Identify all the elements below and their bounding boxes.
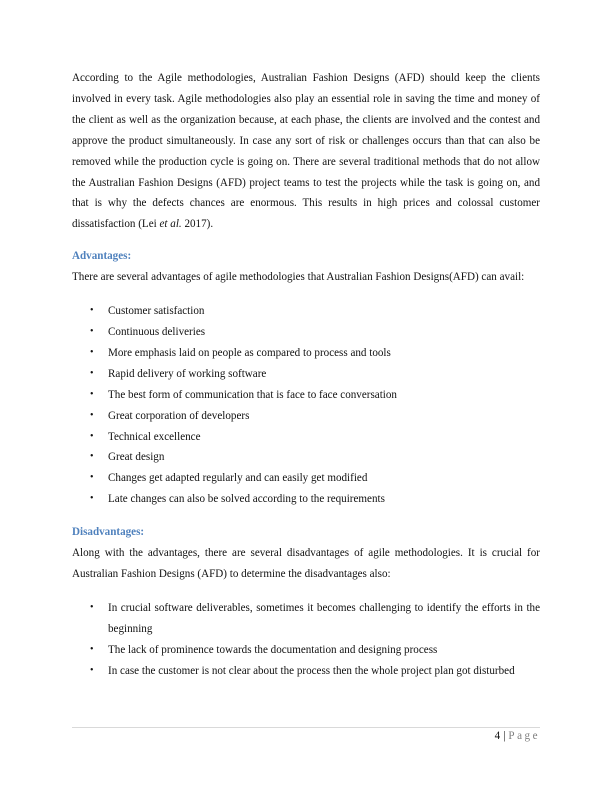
disadvantages-heading: Disadvantages: bbox=[72, 526, 145, 539]
list-item-text: Changes get adapted regularly and can easily get modified bbox=[108, 472, 368, 485]
list-item bbox=[72, 301, 540, 322]
bullet-icon: • bbox=[90, 451, 94, 463]
list-item-text: Continuous deliveries bbox=[108, 325, 206, 338]
citation-et-al: et al. bbox=[159, 218, 182, 231]
bullet-icon: • bbox=[90, 643, 94, 655]
list-item bbox=[72, 322, 540, 343]
footer-divider bbox=[72, 727, 540, 728]
list-item bbox=[72, 343, 540, 364]
list-item-text: Great design bbox=[108, 451, 165, 464]
list-item-text: Customer satisfaction bbox=[108, 305, 205, 318]
intro-paragraph-text: According to the Agile methodologies, Australian Fashion Designs (AFD) should keep the clients involved in every task. Agile methodologies also play an essential role in saving the time and money of the client as well as the organization because, at each phase, the clients are involved and the contest and approve the product simultaneously. In case any sort of risk or challenges occurs than that can also be removed while the production cycle is going on. There are several traditional methods that do not allow the Australian Fashion Designs (AFD) project teams to test the projects while the task is going on, and that is why the defects chances are enormous. This results in high prices and colossal customer dissatisfaction (Lei bbox=[72, 72, 540, 231]
list-item-text: The best form of communication that is face to face conversation bbox=[108, 388, 397, 401]
list-item bbox=[72, 406, 540, 427]
list-item-text: Technical excellence bbox=[108, 430, 201, 443]
list-item-text: In case the customer is not clear about the process then the whole project plan got disturbed bbox=[108, 664, 515, 677]
list-item-text: Great corporation of developers bbox=[108, 409, 250, 422]
list-item bbox=[72, 640, 540, 661]
list-item bbox=[72, 364, 540, 385]
list-item-text: More emphasis laid on people as compared to process and tools bbox=[108, 346, 391, 359]
advantages-heading: Advantages: bbox=[72, 250, 132, 263]
page-label: Page bbox=[508, 730, 540, 742]
list-item bbox=[72, 385, 540, 406]
list-item bbox=[72, 598, 540, 640]
bullet-icon: • bbox=[90, 409, 94, 421]
citation-year: 2017). bbox=[181, 218, 214, 231]
footer-separator: | bbox=[503, 730, 506, 742]
disadvantages-list bbox=[72, 598, 540, 682]
list-item-text: The lack of prominence towards the documentation and designing process bbox=[108, 643, 438, 656]
bullet-icon: • bbox=[90, 305, 94, 317]
list-item-text: Rapid delivery of working software bbox=[108, 367, 267, 380]
bullet-icon: • bbox=[90, 388, 94, 400]
page-body bbox=[72, 68, 540, 681]
page-number: 4 bbox=[494, 730, 501, 742]
list-item-text: Late changes can also be solved according to the requirements bbox=[108, 493, 385, 506]
list-item bbox=[72, 661, 540, 682]
bullet-icon: • bbox=[90, 367, 94, 379]
bullet-icon: • bbox=[90, 472, 94, 484]
list-item-text: In crucial software deliverables, sometimes it becomes challenging to identify the efforts in the beginning bbox=[108, 601, 540, 635]
list-item bbox=[72, 468, 540, 489]
bullet-icon: • bbox=[90, 346, 94, 358]
bullet-icon: • bbox=[90, 493, 94, 505]
bullet-icon: • bbox=[90, 430, 94, 442]
intro-paragraph bbox=[72, 68, 540, 235]
disadvantages-intro: Along with the advantages, there are several disadvantages of agile methodologies. It is crucial for Australian Fashion Designs (AFD) to determine the disadvantages also: bbox=[72, 547, 540, 580]
page-footer bbox=[495, 729, 540, 743]
list-item bbox=[72, 489, 540, 510]
advantages-intro: There are several advantages of agile methodologies that Australian Fashion Designs(AFD) can avail: bbox=[72, 271, 525, 284]
bullet-icon: • bbox=[90, 325, 94, 337]
bullet-icon: • bbox=[90, 601, 94, 613]
list-item bbox=[72, 427, 540, 448]
bullet-icon: • bbox=[90, 664, 94, 676]
list-item bbox=[72, 447, 540, 468]
advantages-list bbox=[72, 301, 540, 510]
